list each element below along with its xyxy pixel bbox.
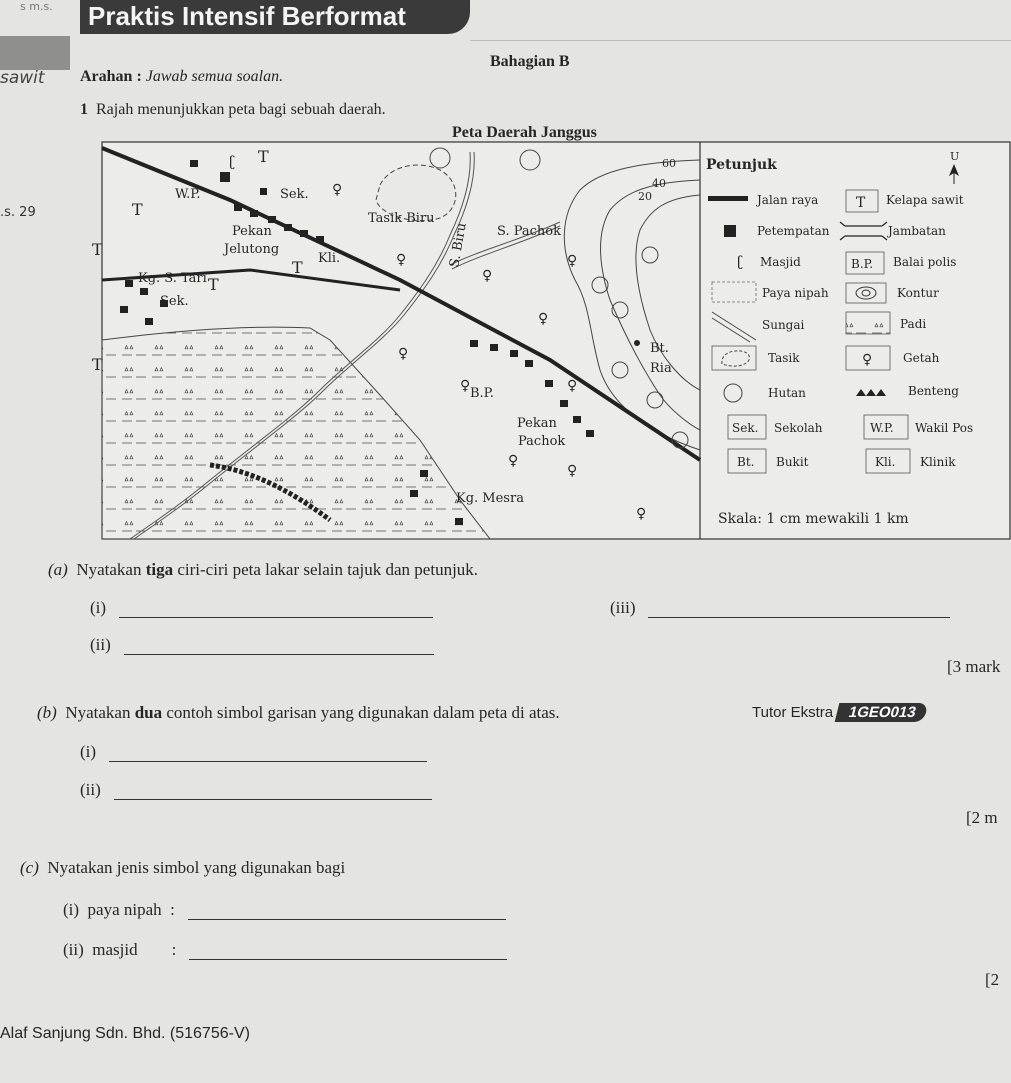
label-sek2: Sek. — [160, 294, 189, 309]
legend-bukit: Bukit — [776, 455, 809, 469]
answer-c-ii-label: (ii) — [63, 940, 84, 959]
mosque-symbol: ʗ — [229, 154, 235, 170]
label-wp: W.P. — [175, 187, 201, 202]
rubber-tree-icon: ♀ — [862, 352, 873, 368]
legend-kli-code: Kli. — [875, 455, 896, 469]
answer-a-i-label: (i) — [90, 598, 107, 617]
question-b-bold: dua — [134, 703, 163, 722]
label-ria: Ria — [650, 361, 672, 376]
legend-kontur: Kontur — [897, 286, 939, 300]
question-a-text-2: ciri-ciri peta lakar selain tajuk dan petunjuk. — [173, 560, 479, 579]
question-a — [48, 560, 478, 580]
corner-mark: s m.s. — [20, 0, 53, 13]
marks-a-text: [3 mark — [947, 657, 1001, 676]
marks-c — [985, 970, 999, 990]
legend-hutan: Hutan — [768, 386, 806, 400]
answer-a-i-field[interactable] — [119, 599, 433, 618]
svg-text:♀: ♀ — [482, 268, 493, 284]
legend-bp-code: B.P. — [851, 257, 874, 271]
legend-sungai: Sungai — [762, 318, 805, 332]
paddy-icon — [846, 312, 890, 334]
answer-c-ii-item: masjid — [92, 940, 138, 959]
question-c — [20, 858, 345, 878]
tutor-label: Tutor Ekstra — [752, 704, 834, 721]
legend-masjid: Masjid — [760, 255, 801, 269]
marks-b-text: [2 m — [966, 808, 998, 827]
question-c-label: (c) — [20, 858, 39, 877]
answer-b-ii-label: (ii) — [80, 780, 101, 799]
answer-c-i-field[interactable] — [188, 901, 506, 920]
legend-wp-code: W.P. — [870, 421, 894, 435]
svg-text:♀: ♀ — [567, 253, 578, 269]
answer-a-iii-row — [610, 598, 950, 618]
svg-text:♀: ♀ — [636, 506, 647, 522]
svg-text:♀: ♀ — [508, 453, 519, 469]
svg-text:♀: ♀ — [460, 378, 471, 394]
answer-a-i-row — [90, 598, 433, 618]
question-c-text: Nyatakan jenis simbol yang digunakan bagi — [47, 858, 346, 877]
legend-benteng: Benteng — [908, 384, 959, 398]
answer-c-ii-row — [63, 940, 507, 960]
answer-c-i-colon: : — [170, 900, 175, 919]
svg-text:T: T — [92, 355, 103, 374]
label-kg-s-tari: Kg. S. Tari — [138, 271, 207, 286]
instruction-prefix: Arahan : — [80, 68, 142, 85]
answer-b-i-row — [80, 742, 427, 762]
legend-petempatan: Petempatan — [757, 224, 830, 238]
answer-a-iii-field[interactable] — [648, 599, 950, 618]
margin-tab — [0, 36, 70, 70]
label-kli: Kli. — [318, 251, 341, 266]
svg-text:T: T — [132, 200, 143, 219]
label-jelutong: Jelutong — [224, 242, 280, 257]
road-line-icon — [708, 196, 748, 201]
legend-jambatan: Jambatan — [888, 224, 946, 238]
legend-balai-polis: Balai polis — [893, 255, 957, 269]
legend-sekolah: Sekolah — [774, 421, 823, 435]
label-s-pachok: S. Pachok — [497, 224, 561, 239]
settlement-square-icon — [724, 225, 736, 237]
legend-getah: Getah — [903, 351, 940, 365]
label-bp: B.P. — [470, 386, 494, 401]
svg-text:T: T — [92, 240, 103, 259]
side-reference: .s. 29 — [0, 205, 36, 220]
legend-klinik: Klinik — [920, 455, 956, 469]
answer-a-ii-field[interactable] — [124, 636, 434, 655]
section-title: Bahagian B — [490, 53, 570, 70]
label-pekan2: Pekan — [517, 416, 557, 431]
legend-wakil-pos: Wakil Pos — [915, 421, 974, 435]
publisher-footer: Alaf Sanjung Sdn. Bhd. (516756-V) — [0, 1025, 250, 1042]
legend-title: Petunjuk — [706, 157, 777, 173]
instruction-text: Jawab semua soalan. — [141, 68, 284, 85]
answer-b-ii-field[interactable] — [114, 781, 432, 800]
svg-text:T: T — [258, 147, 269, 166]
hill-point — [634, 340, 640, 346]
tutor-code: 1GEO013 — [835, 703, 928, 722]
question-a-text-1: Nyatakan — [76, 560, 146, 579]
answer-b-i-field[interactable] — [109, 743, 427, 762]
answer-c-i-row — [63, 900, 506, 920]
map-title: Peta Daerah Janggus — [452, 124, 597, 141]
svg-text:40: 40 — [652, 177, 666, 190]
svg-text:♀: ♀ — [398, 346, 409, 362]
answer-c-i-item: paya nipah — [87, 900, 162, 919]
answer-c-ii-colon: : — [171, 940, 177, 959]
handwritten-note: sawit — [0, 68, 45, 88]
question-intro — [80, 101, 386, 119]
label-bt: Bt. — [650, 341, 669, 356]
question-number: 1 — [80, 101, 88, 118]
legend-padi: Padi — [900, 317, 927, 331]
palm-icon: T — [856, 195, 866, 211]
answer-c-i-label: (i) — [63, 900, 80, 919]
svg-text:♀: ♀ — [538, 311, 549, 327]
question-b-label: (b) — [37, 703, 57, 722]
label-tasik-biru: Tasik Biru — [368, 211, 435, 226]
question-a-bold: tiga — [145, 560, 174, 579]
mosque-crescent-icon: ʗ — [737, 254, 743, 270]
svg-text:20: 20 — [638, 190, 652, 203]
legend-paya-nipah: Paya nipah — [762, 286, 829, 300]
label-sek1: Sek. — [280, 187, 309, 202]
label-kg-mesra: Kg. Mesra — [456, 491, 524, 506]
question-text: Rajah menunjukkan peta bagi sebuah daerah. — [96, 101, 386, 118]
marks-a — [947, 657, 1000, 677]
header-rule — [470, 40, 1011, 41]
svg-text:T: T — [292, 258, 303, 277]
label-s-biru: S. Biru — [447, 221, 470, 269]
question-a-label: (a) — [48, 560, 68, 579]
map-scale: Skala: 1 cm mewakili 1 km — [718, 511, 909, 527]
svg-text:♀: ♀ — [396, 252, 407, 268]
answer-c-ii-field[interactable] — [189, 941, 507, 960]
sketch-map — [0, 140, 1011, 545]
question-b-text-2: contoh simbol garisan yang digunakan dalam peta di atas. — [162, 703, 560, 722]
question-b-text-1: Nyatakan — [65, 703, 135, 722]
legend-jalan-raya: Jalan raya — [757, 193, 819, 207]
question-b — [37, 703, 560, 723]
label-pekan: Pekan — [232, 224, 272, 239]
answer-b-ii-row — [80, 780, 432, 800]
north-label: U — [950, 150, 960, 163]
answer-b-i-label: (i) — [80, 742, 97, 761]
svg-text:60: 60 — [662, 157, 676, 170]
legend-sek-code: Sek. — [732, 421, 759, 435]
svg-text:♀: ♀ — [567, 463, 578, 479]
label-pachok: Pachok — [518, 434, 566, 449]
legend-bt-code: Bt. — [737, 455, 755, 469]
marks-c-text: [2 — [985, 970, 1000, 989]
marks-b — [966, 808, 998, 828]
practice-banner: Praktis Intensif Berformat — [80, 0, 470, 34]
answer-a-iii-label: (iii) — [610, 598, 636, 617]
svg-text:♀: ♀ — [332, 182, 343, 198]
legend-tasik: Tasik — [768, 351, 800, 365]
instruction — [80, 68, 283, 86]
legend-kelapa-sawit: Kelapa sawit — [886, 193, 964, 207]
tutor-ekstra-tag — [752, 703, 926, 722]
answer-a-ii-row — [90, 635, 434, 655]
answer-a-ii-label: (ii) — [90, 635, 111, 654]
svg-text:T: T — [208, 275, 219, 294]
svg-text:♀: ♀ — [567, 378, 578, 394]
